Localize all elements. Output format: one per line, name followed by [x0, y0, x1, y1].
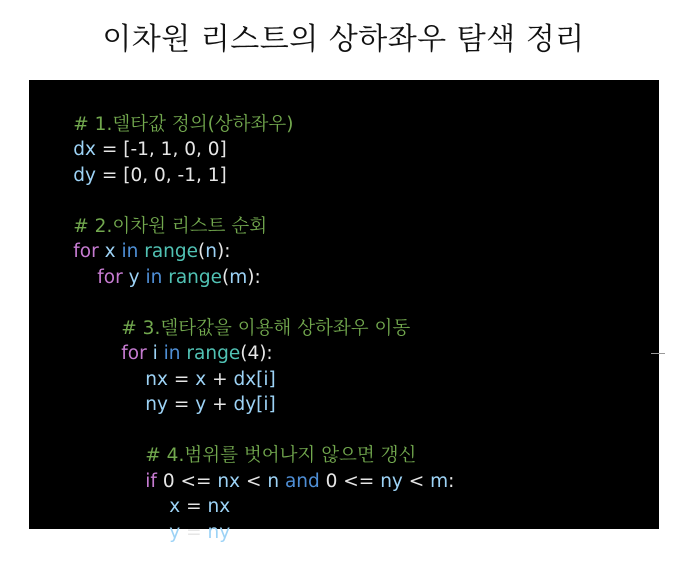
range-argument: 4	[247, 343, 260, 364]
y-variable: y	[195, 394, 207, 415]
n-variable: n	[205, 241, 217, 262]
nx-variable: nx	[207, 496, 231, 517]
plus-operator: +	[206, 394, 234, 415]
slide-title: 이차원 리스트의 상하좌우 탐색 정리	[102, 22, 585, 57]
code-line-comment-1	[38, 86, 454, 135]
m-variable: m	[430, 470, 449, 492]
edge-tick-mark	[651, 353, 665, 354]
condition-lower-bound: 0 <=	[156, 470, 218, 492]
code-line-assign-y	[38, 494, 454, 543]
y-variable: y	[128, 266, 140, 288]
open-paren: (	[198, 241, 206, 262]
in-keyword: in	[121, 241, 139, 262]
for-keyword: for	[73, 241, 99, 262]
open-paren: (	[240, 343, 248, 364]
for-keyword: for	[97, 266, 123, 288]
n-variable: n	[267, 470, 280, 492]
colon: :	[448, 470, 455, 492]
nx-variable: nx	[145, 368, 168, 390]
close-paren-colon: ):	[259, 343, 273, 364]
dx-value: = [-1, 1, 0, 0]	[96, 139, 227, 160]
comment-delta-move: # 3.델타값을 이용해 상하좌우 이동	[121, 317, 411, 339]
ny-variable: ny	[380, 470, 403, 492]
close-paren-colon: ):	[216, 241, 231, 262]
assign-operator: =	[180, 496, 208, 517]
code-line-comment-4	[38, 418, 454, 466]
assign-operator: =	[167, 394, 196, 415]
if-keyword: if	[145, 470, 157, 492]
comment-delta-definition: # 1.델타값 정의(상하좌우)	[73, 113, 294, 135]
dx-variable: dx	[73, 139, 96, 160]
y-variable: y	[169, 521, 181, 543]
comment-bounds-update: # 4.범위를 벗어나지 않으면 갱신	[145, 445, 417, 466]
dy-variable: dy	[73, 164, 96, 186]
range-function: range	[168, 266, 223, 288]
dy-value: = [0, 0, -1, 1]	[96, 164, 227, 186]
less-than-operator: <	[240, 470, 268, 492]
x-variable: x	[195, 368, 207, 390]
x-variable: x	[104, 241, 116, 262]
x-variable: x	[169, 496, 181, 517]
open-paren: (	[222, 266, 230, 288]
code-line-comment-3	[38, 290, 454, 339]
less-than-operator: <	[402, 470, 431, 492]
plus-operator: +	[206, 368, 234, 390]
dx-index-expression: dx[i]	[233, 368, 276, 390]
and-keyword: and	[284, 470, 320, 492]
condition-lower-bound: 0 <=	[319, 470, 381, 492]
ny-variable: ny	[207, 521, 231, 543]
in-keyword: in	[163, 343, 181, 364]
code-line-comment-2	[38, 188, 454, 237]
range-function: range	[144, 241, 199, 262]
range-function: range	[186, 343, 241, 364]
assign-operator: =	[180, 521, 208, 543]
code-body	[38, 86, 455, 543]
code-panel	[29, 80, 659, 543]
assign-operator: =	[167, 368, 196, 390]
close-paren-colon: ):	[247, 266, 261, 288]
dy-index-expression: dy[i]	[233, 394, 276, 415]
for-keyword: for	[121, 343, 147, 364]
comment-list-traversal: # 2.이차원 리스트 순회	[73, 215, 268, 237]
nx-variable: nx	[217, 470, 241, 492]
m-variable: m	[229, 266, 248, 288]
in-keyword: in	[145, 266, 163, 288]
ny-variable: ny	[145, 394, 168, 415]
i-variable: i	[152, 343, 158, 364]
